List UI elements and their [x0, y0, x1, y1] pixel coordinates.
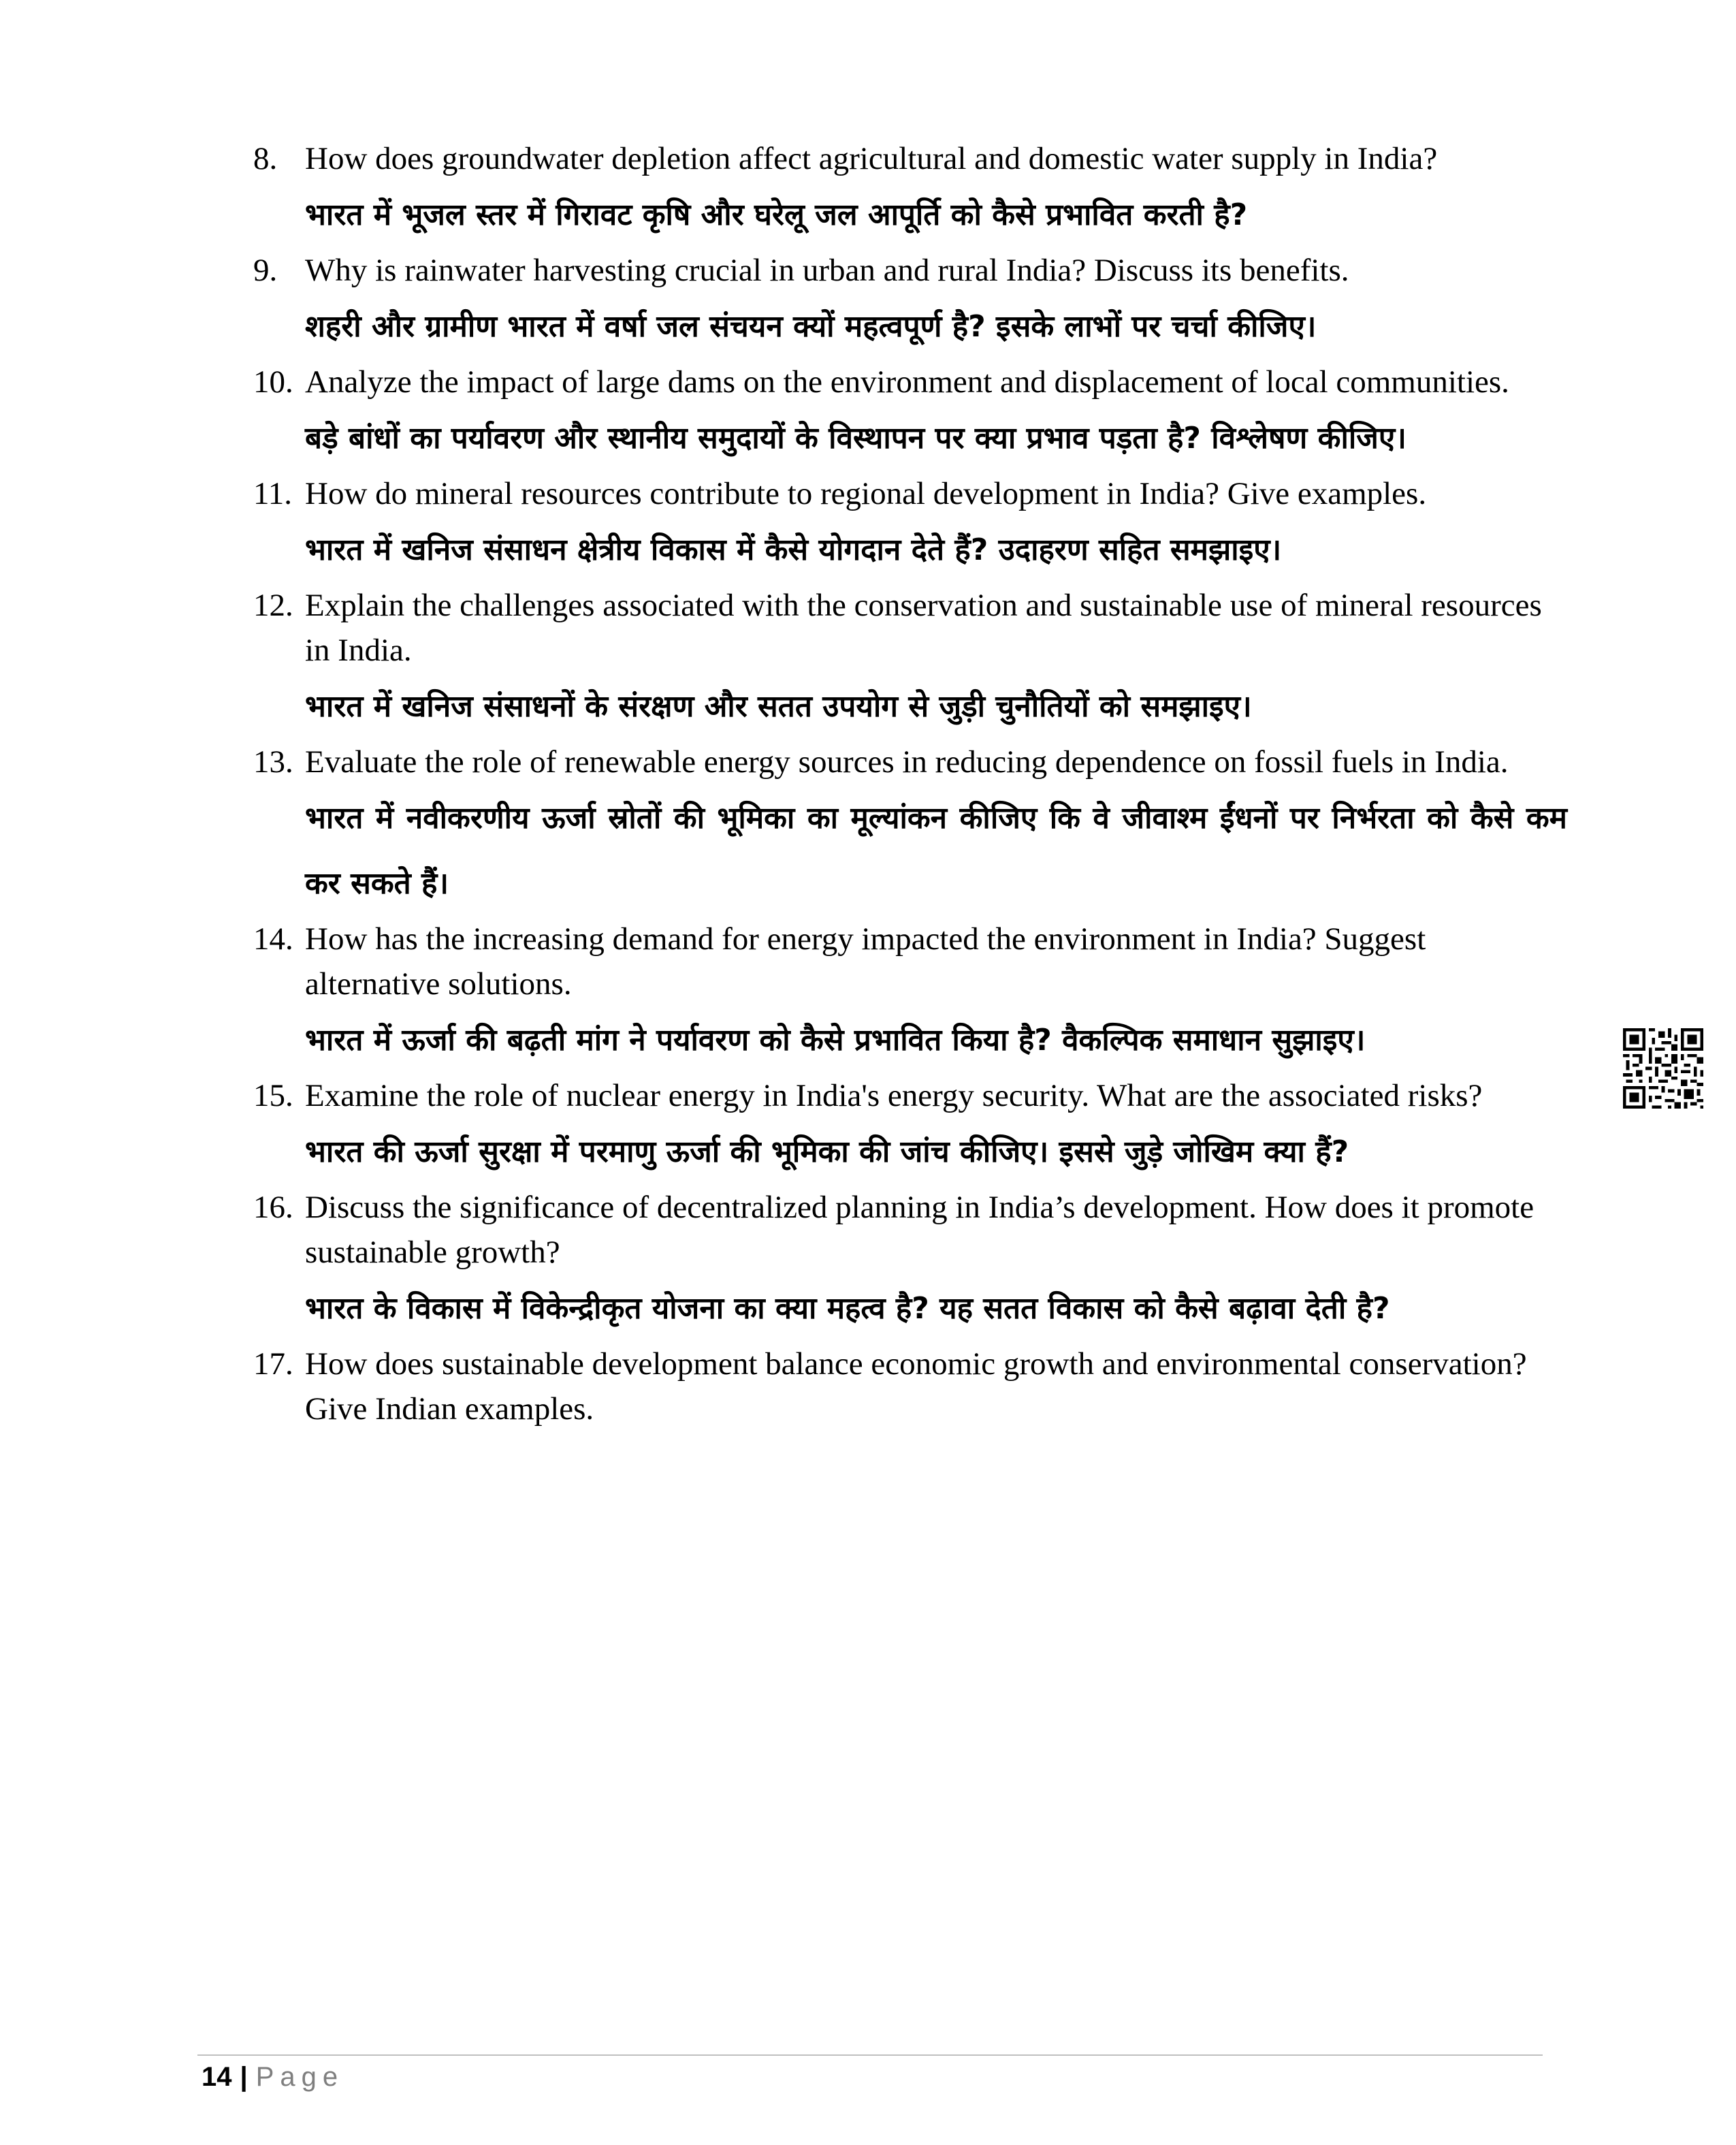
page-footer [202, 2062, 344, 2093]
question-text-hindi: भारत में खनिज संसाधनों के संरक्षण और सतत उपयोग से जुड़ी चुनौतियों को समझाइए। [305, 689, 1252, 724]
question-number: 10. [253, 364, 293, 400]
question-item [253, 1073, 1567, 1185]
question-text-english: How do mineral resources contribute to regional development in India? Give examples. [305, 476, 1427, 511]
question-item [253, 471, 1567, 583]
question-text-english: How does groundwater depletion affect agricultural and domestic water supply in India? [305, 141, 1438, 176]
question-text-english: Evaluate the role of renewable energy sources in reducing dependence on fossil fuels in India. [305, 744, 1509, 780]
question-text-english: Discuss the significance of decentralized planning in India’s development. How does it promote sustainable growth? [305, 1190, 1534, 1270]
question-number: 13. [253, 744, 293, 780]
question-text-english: Analyze the impact of large dams on the environment and displacement of local communities. [305, 364, 1509, 400]
question-text-hindi: भारत में नवीकरणीय ऊर्जा स्रोतों की भूमिका का मूल्यांकन कीजिए कि वे जीवाश्म ईंधनों पर निर्भरता को कैसे कम कर सकते हैं। [305, 801, 1567, 901]
question-number: 8. [253, 141, 278, 176]
footer-divider [197, 2054, 1543, 2056]
question-item [253, 360, 1567, 471]
question-text-hindi: भारत में भूजल स्तर में गिरावट कृषि और घरेलू जल आपूर्ति को कैसे प्रभावित करती है? [305, 197, 1248, 232]
question-text-english: Explain the challenges associated with the conservation and sustainable use of mineral resources in India. [305, 588, 1542, 668]
qr-code-icon [1623, 1028, 1703, 1109]
question-text-english: Examine the role of nuclear energy in India's energy security. What are the associated risks? [305, 1078, 1483, 1113]
question-item [253, 1341, 1567, 1431]
question-item [253, 917, 1567, 1073]
question-text-hindi: भारत की ऊर्जा सुरक्षा में परमाणु ऊर्जा की भूमिका की जांच कीजिए। इससे जुड़े जोखिम क्या हैं? [305, 1134, 1349, 1169]
page-label: Page [255, 2062, 344, 2092]
question-item [253, 583, 1567, 740]
question-number: 16. [253, 1190, 293, 1225]
question-text-hindi: भारत में ऊर्जा की बढ़ती मांग ने पर्यावरण को कैसे प्रभावित किया है? वैकल्पिक समाधान सुझाइए। [305, 1023, 1366, 1058]
question-list [253, 136, 1567, 1431]
question-number: 17. [253, 1346, 293, 1382]
question-number: 15. [253, 1078, 293, 1113]
question-text-english: How does sustainable development balance economic growth and environmental conservation? Give Indian examples. [305, 1346, 1527, 1427]
question-text-hindi: बड़े बांधों का पर्यावरण और स्थानीय समुदायों के विस्थापन पर क्या प्रभाव पड़ता है? विश्लेषण कीजिए। [305, 421, 1407, 456]
question-number: 11. [253, 476, 293, 511]
question-text-english: Why is rainwater harvesting crucial in urban and rural India? Discuss its benefits. [305, 253, 1349, 288]
question-item [253, 136, 1567, 248]
question-number: 14. [253, 921, 293, 957]
question-text-hindi: भारत के विकास में विकेन्द्रीकृत योजना का क्या महत्व है? यह सतत विकास को कैसे बढ़ावा देती है? [305, 1291, 1390, 1326]
question-text-hindi: शहरी और ग्रामीण भारत में वर्षा जल संचयन क्यों महत्वपूर्ण है? इसके लाभों पर चर्चा कीजिए। [305, 309, 1317, 344]
footer-separator: | [240, 2062, 248, 2092]
question-number: 12. [253, 588, 293, 623]
question-text-english: How has the increasing demand for energy impacted the environment in India? Suggest alternative solutions. [305, 921, 1426, 1002]
question-number: 9. [253, 253, 278, 288]
question-item [253, 740, 1567, 917]
page-number: 14 [202, 2062, 232, 2092]
question-item [253, 248, 1567, 360]
question-text-hindi: भारत में खनिज संसाधन क्षेत्रीय विकास में कैसे योगदान देते हैं? उदाहरण सहित समझाइए। [305, 533, 1282, 567]
question-item [253, 1185, 1567, 1341]
